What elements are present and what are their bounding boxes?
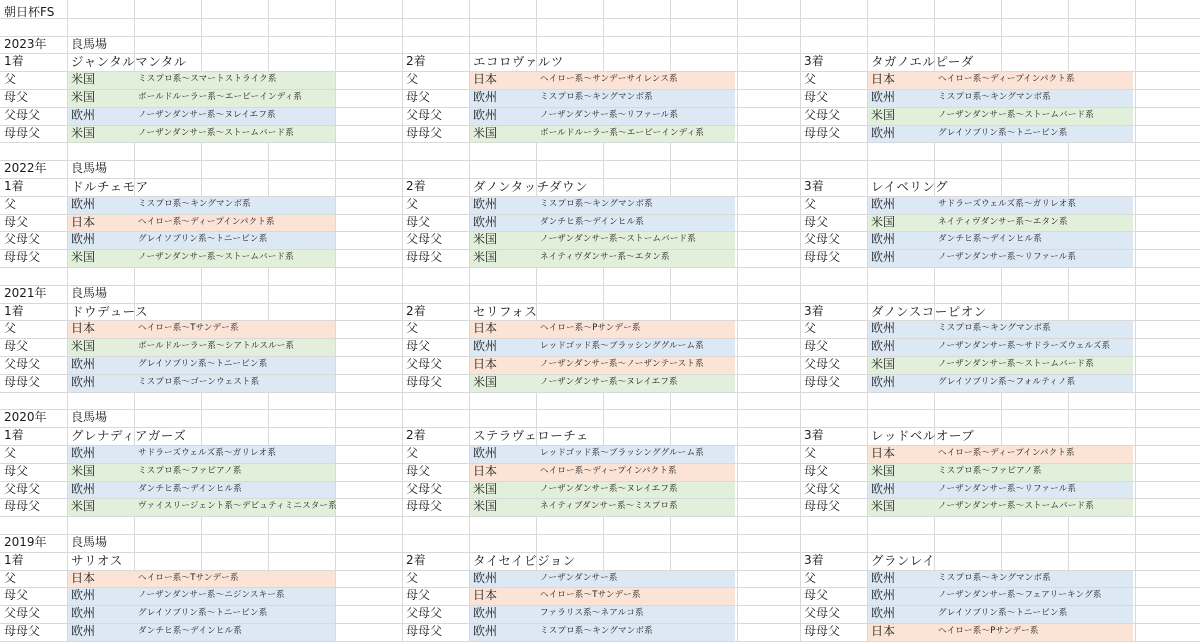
bloodline-cell[interactable]: ノーザンダンサー系 — [540, 573, 618, 583]
bloodline-cell[interactable]: グレイソブリン系～トニービン系 — [938, 128, 1068, 138]
grid-column-line — [737, 0, 738, 642]
horse-name[interactable]: サリオス — [71, 553, 123, 568]
place-label[interactable]: 1着 — [4, 428, 24, 442]
region-cell[interactable]: 欧州 — [71, 446, 96, 460]
pedigree-position-label[interactable]: 母父 — [4, 339, 29, 353]
bloodline-cell[interactable]: ダンチヒ系～デインヒル系 — [138, 626, 242, 636]
bloodline-cell[interactable]: ノーザンダンサー系～ヌレイエフ系 — [138, 110, 276, 120]
pedigree-position-label[interactable]: 母母父 — [406, 624, 443, 638]
horse-name[interactable]: エコロヴァルツ — [473, 54, 564, 69]
bloodline-cell[interactable]: ミスプロ系～キングマンボ系 — [540, 626, 653, 636]
region-cell[interactable]: 欧州 — [871, 321, 896, 335]
region-cell[interactable]: 日本 — [71, 571, 96, 585]
bloodline-cell[interactable]: グレイソブリン系～フォルティノ系 — [938, 377, 1076, 387]
region-cell[interactable]: 欧州 — [871, 571, 896, 585]
region-cell[interactable]: 欧州 — [871, 250, 896, 264]
region-cell[interactable]: 欧州 — [71, 482, 96, 496]
region-cell[interactable]: 欧州 — [473, 446, 498, 460]
track-condition[interactable]: 良馬場 — [71, 410, 108, 424]
bloodline-cell[interactable]: グレイソブリン系～トニービン系 — [138, 608, 268, 618]
bloodline-cell[interactable]: ネイティヴダンサー系～エタン系 — [938, 217, 1068, 227]
horse-name[interactable]: ドルチェモア — [71, 179, 149, 194]
bloodline-cell[interactable]: ヘイロー系～ディープインパクト系 — [938, 74, 1075, 84]
bloodline-cell[interactable]: ヘイロー系～Pサンデー系 — [938, 626, 1039, 636]
pedigree-position-label[interactable]: 父母父 — [4, 108, 41, 122]
bloodline-cell[interactable]: ヴァイスリージェント系～デピュティミニスター系 — [138, 501, 337, 511]
pedigree-position-label[interactable]: 父 — [4, 321, 17, 335]
place-label[interactable]: 1着 — [4, 304, 24, 318]
region-cell[interactable]: 欧州 — [473, 108, 498, 122]
horse-name[interactable]: ドウデュース — [71, 304, 149, 319]
region-cell[interactable]: 欧州 — [71, 624, 96, 638]
year-label[interactable]: 2019年 — [4, 535, 47, 549]
bloodline-cell[interactable]: ボールドルーラー系～エーピーインディ系 — [138, 92, 303, 102]
bloodline-cell[interactable]: ミスプロ系～ファピアノ系 — [138, 466, 242, 476]
region-cell[interactable]: 米国 — [871, 108, 896, 122]
bloodline-cell[interactable]: サドラーズウェルズ系～ガリレオ系 — [138, 448, 277, 458]
bloodline-cell[interactable]: ノーザンダンサー系～リファール系 — [938, 484, 1077, 494]
pedigree-position-label[interactable]: 母父 — [4, 588, 29, 602]
bloodline-cell[interactable]: グレイソブリン系～トニービン系 — [938, 608, 1068, 618]
place-label[interactable]: 1着 — [4, 54, 24, 68]
bloodline-cell[interactable]: ノーザンダンサー系～ストームバード系 — [138, 252, 294, 262]
bloodline-cell[interactable]: ノーザンダンサー系～ストームバード系 — [938, 501, 1094, 511]
bloodline-cell[interactable]: ダンチヒ系～デインヒル系 — [938, 234, 1042, 244]
region-cell[interactable]: 欧州 — [473, 624, 498, 638]
bloodline-cell[interactable]: ヘイロー系～Tサンデー系 — [138, 573, 239, 583]
bloodline-cell[interactable]: ノーザンダンサー系～リファール系 — [540, 110, 679, 120]
pedigree-position-label[interactable]: 母母父 — [804, 499, 841, 513]
bloodline-cell[interactable]: ノーザンダンサー系～ヌレイエフ系 — [540, 377, 678, 387]
region-cell[interactable]: 欧州 — [871, 126, 896, 140]
region-cell[interactable]: 日本 — [473, 72, 498, 86]
bloodline-cell[interactable]: ヘイロー系～サンデーサイレンス系 — [540, 74, 678, 84]
region-cell[interactable]: 米国 — [71, 126, 96, 140]
pedigree-position-label[interactable]: 母父 — [804, 464, 829, 478]
place-label[interactable]: 2着 — [406, 428, 426, 442]
pedigree-position-label[interactable]: 父 — [4, 446, 17, 460]
bloodline-cell[interactable]: ノーザンダンサー系～リファール系 — [938, 252, 1077, 262]
bloodline-cell[interactable]: ノーザンダンサー系～ストームバード系 — [540, 234, 696, 244]
region-cell[interactable]: 日本 — [71, 321, 96, 335]
region-cell[interactable]: 米国 — [473, 375, 498, 389]
bloodline-cell[interactable]: ネイティヴダンサー系～エタン系 — [540, 252, 670, 262]
bloodline-cell[interactable]: ノーザンダンサー系～ニジンスキー系 — [138, 590, 285, 600]
region-cell[interactable]: 日本 — [473, 321, 498, 335]
bloodline-cell[interactable]: ノーザンダンサー系～ノーザンテースト系 — [540, 359, 704, 369]
region-cell[interactable]: 欧州 — [871, 90, 896, 104]
region-cell[interactable]: 欧州 — [71, 357, 96, 371]
bloodline-cell[interactable]: ノーザンダンサー系～ストームバード系 — [138, 128, 294, 138]
region-cell[interactable]: 欧州 — [71, 232, 96, 246]
pedigree-position-label[interactable]: 父母父 — [4, 357, 41, 371]
pedigree-position-label[interactable]: 母父 — [406, 464, 431, 478]
bloodline-cell[interactable]: ネイティブダンサー系～ミスプロ系 — [540, 501, 678, 511]
bloodline-cell[interactable]: ヘイロー系～ディープインパクト系 — [540, 466, 677, 476]
bloodline-cell[interactable]: ヘイロー系～Pサンデー系 — [540, 323, 641, 333]
region-cell[interactable]: 日本 — [473, 464, 498, 478]
region-cell[interactable]: 欧州 — [871, 375, 896, 389]
region-cell[interactable]: 米国 — [473, 250, 498, 264]
grid-row-line — [0, 142, 1200, 143]
grid-row-line — [0, 160, 1200, 161]
region-cell[interactable]: 米国 — [871, 215, 896, 229]
track-condition[interactable]: 良馬場 — [71, 37, 108, 51]
pedigree-position-label[interactable]: 父 — [804, 72, 817, 86]
pedigree-position-label[interactable]: 父 — [4, 72, 17, 86]
region-cell[interactable]: 米国 — [71, 464, 96, 478]
region-cell[interactable]: 米国 — [71, 339, 96, 353]
pedigree-position-label[interactable]: 父 — [406, 72, 419, 86]
region-cell[interactable]: 欧州 — [71, 108, 96, 122]
pedigree-position-label[interactable]: 父 — [406, 446, 419, 460]
pedigree-position-label[interactable]: 父 — [804, 571, 817, 585]
bloodline-cell[interactable]: ノーザンダンサー系～サドラーズウェルズ系 — [938, 341, 1111, 351]
pedigree-position-label[interactable]: 母父 — [4, 464, 29, 478]
bloodline-cell[interactable]: グレイソブリン系～トニービン系 — [138, 359, 268, 369]
pedigree-position-label[interactable]: 父 — [804, 321, 817, 335]
pedigree-position-label[interactable]: 父 — [4, 197, 17, 211]
region-cell[interactable]: 日本 — [871, 624, 896, 638]
pedigree-position-label[interactable]: 父母父 — [804, 606, 841, 620]
grid-row-line — [0, 409, 1200, 410]
bloodline-cell[interactable]: ヘイロー系～ディープインパクト系 — [938, 448, 1075, 458]
year-label[interactable]: 2022年 — [4, 161, 47, 175]
horse-name[interactable]: ダノンタッチダウン — [473, 179, 589, 194]
horse-name[interactable]: グランレイ — [871, 553, 936, 568]
region-cell[interactable]: 米国 — [71, 90, 96, 104]
pedigree-position-label[interactable]: 父母父 — [406, 606, 443, 620]
pedigree-position-label[interactable]: 父 — [406, 571, 419, 585]
region-cell[interactable]: 日本 — [473, 357, 498, 371]
region-cell[interactable]: 欧州 — [71, 375, 96, 389]
place-label[interactable]: 1着 — [4, 179, 24, 193]
pedigree-position-label[interactable]: 母父 — [4, 90, 29, 104]
place-label[interactable]: 2着 — [406, 553, 426, 567]
region-cell[interactable]: 日本 — [473, 588, 498, 602]
pedigree-position-label[interactable]: 母母父 — [4, 499, 41, 513]
grid-row-line — [0, 534, 1200, 535]
pedigree-position-label[interactable]: 母母父 — [4, 624, 41, 638]
year-label[interactable]: 2021年 — [4, 286, 47, 300]
horse-name[interactable]: グレナディアガーズ — [71, 428, 187, 443]
place-label[interactable]: 2着 — [406, 179, 426, 193]
place-label[interactable]: 3着 — [804, 553, 824, 567]
sheet-title[interactable]: 朝日杯FS — [4, 5, 55, 19]
track-condition[interactable]: 良馬場 — [71, 535, 108, 549]
pedigree-position-label[interactable]: 母母父 — [4, 126, 41, 140]
pedigree-position-label[interactable]: 母母父 — [406, 250, 443, 264]
pedigree-position-label[interactable]: 母母父 — [4, 375, 41, 389]
grid-column-line — [335, 0, 336, 642]
horse-name[interactable]: タイセイビジョン — [473, 553, 576, 568]
pedigree-position-label[interactable]: 父母父 — [4, 606, 41, 620]
pedigree-position-label[interactable]: 父母父 — [406, 108, 443, 122]
region-cell[interactable]: 欧州 — [871, 232, 896, 246]
pedigree-position-label[interactable]: 父母父 — [406, 482, 443, 496]
bloodline-cell[interactable]: ノーザンダンサー系～ストームバード系 — [938, 359, 1094, 369]
grid-row-line — [0, 285, 1200, 286]
horse-name[interactable]: ステラヴェローチェ — [473, 428, 589, 443]
region-cell[interactable]: 米国 — [473, 126, 498, 140]
region-cell[interactable]: 米国 — [871, 499, 896, 513]
bloodline-cell[interactable]: ヘイロー系～Tサンデー系 — [138, 323, 239, 333]
region-cell[interactable]: 米国 — [473, 499, 498, 513]
bloodline-cell[interactable]: レッドゴッド系～ブラッシンググルーム系 — [540, 341, 704, 351]
grid-row-line — [0, 18, 1200, 19]
horse-name[interactable]: ダノンスコーピオン — [871, 304, 987, 319]
pedigree-position-label[interactable]: 母父 — [804, 215, 829, 229]
pedigree-position-label[interactable]: 父 — [406, 321, 419, 335]
track-condition[interactable]: 良馬場 — [71, 286, 108, 300]
horse-name[interactable]: セリフォス — [473, 304, 538, 319]
place-label[interactable]: 1着 — [4, 553, 24, 567]
pedigree-position-label[interactable]: 父 — [4, 571, 17, 585]
pedigree-position-label[interactable]: 母母父 — [804, 624, 841, 638]
region-cell[interactable]: 欧州 — [473, 606, 498, 620]
region-cell[interactable]: 欧州 — [473, 571, 498, 585]
pedigree-position-label[interactable]: 母母父 — [804, 126, 841, 140]
pedigree-position-label[interactable]: 母父 — [406, 90, 431, 104]
region-cell[interactable]: 日本 — [871, 72, 896, 86]
year-label[interactable]: 2023年 — [4, 37, 47, 51]
bloodline-cell[interactable]: サドラーズウェルズ系～ガリレオ系 — [938, 199, 1077, 209]
bloodline-cell[interactable]: ミスプロ系～キングマンボ系 — [938, 92, 1051, 102]
pedigree-position-label[interactable]: 母父 — [4, 215, 29, 229]
bloodline-cell[interactable]: ミスプロ系～スマートストライク系 — [138, 74, 277, 84]
pedigree-position-label[interactable]: 父 — [406, 197, 419, 211]
region-cell[interactable]: 欧州 — [71, 588, 96, 602]
pedigree-position-label[interactable]: 母母父 — [4, 250, 41, 264]
pedigree-position-label[interactable]: 父母父 — [804, 482, 841, 496]
pedigree-position-label[interactable]: 父母父 — [4, 482, 41, 496]
horse-name[interactable]: タガノエルピーダ — [871, 54, 974, 69]
bloodline-cell[interactable]: ヘイロー系～ディープインパクト系 — [138, 217, 275, 227]
region-cell[interactable]: 欧州 — [871, 606, 896, 620]
bloodline-cell[interactable]: ボールドルーラー系～シアトルスルー系 — [138, 341, 295, 351]
place-label[interactable]: 3着 — [804, 179, 824, 193]
track-condition[interactable]: 良馬場 — [71, 161, 108, 175]
bloodline-cell[interactable]: ダンチヒ系～デインヒル系 — [540, 217, 644, 227]
region-cell[interactable]: 欧州 — [71, 606, 96, 620]
year-label[interactable]: 2020年 — [4, 410, 47, 424]
region-cell[interactable]: 米国 — [871, 357, 896, 371]
region-cell[interactable]: 米国 — [71, 72, 96, 86]
region-cell[interactable]: 欧州 — [871, 197, 896, 211]
place-label[interactable]: 2着 — [406, 304, 426, 318]
place-label[interactable]: 3着 — [804, 54, 824, 68]
bloodline-cell[interactable]: ミスプロ系～キングマンボ系 — [938, 323, 1051, 333]
bloodline-cell[interactable]: ミスプロ系～キングマンボ系 — [540, 199, 653, 209]
bloodline-cell[interactable]: ミスプロ系～キングマンボ系 — [138, 199, 251, 209]
grid-row-line — [0, 178, 1200, 179]
bloodline-cell[interactable]: レッドゴッド系～ブラッシンググルーム系 — [540, 448, 704, 458]
pedigree-position-label[interactable]: 父 — [804, 197, 817, 211]
grid-column-line — [1135, 0, 1136, 642]
region-cell[interactable]: 日本 — [871, 446, 896, 460]
pedigree-position-label[interactable]: 母母父 — [406, 375, 443, 389]
pedigree-position-label[interactable]: 父母父 — [804, 357, 841, 371]
region-cell[interactable]: 欧州 — [871, 482, 896, 496]
pedigree-position-label[interactable]: 母父 — [406, 588, 431, 602]
region-cell[interactable]: 欧州 — [71, 197, 96, 211]
place-label[interactable]: 3着 — [804, 428, 824, 442]
region-cell[interactable]: 欧州 — [473, 339, 498, 353]
grid-row-line — [0, 36, 1200, 37]
grid-row-line — [0, 392, 1200, 393]
region-cell[interactable]: 日本 — [71, 215, 96, 229]
region-cell[interactable]: 米国 — [473, 482, 498, 496]
pedigree-position-label[interactable]: 母父 — [804, 588, 829, 602]
region-cell[interactable]: 米国 — [871, 464, 896, 478]
pedigree-position-label[interactable]: 父 — [804, 446, 817, 460]
region-cell[interactable]: 米国 — [473, 232, 498, 246]
grid-row-line — [0, 267, 1200, 268]
horse-name[interactable]: レッドベルオーブ — [871, 428, 975, 443]
bloodline-cell[interactable]: ノーザンダンサー系～ストームバード系 — [938, 110, 1094, 120]
grid-row-line — [0, 516, 1200, 517]
pedigree-position-label[interactable]: 父母父 — [804, 232, 841, 246]
pedigree-position-label[interactable]: 父母父 — [4, 232, 41, 246]
pedigree-position-label[interactable]: 母父 — [804, 339, 829, 353]
region-cell[interactable]: 米国 — [71, 499, 96, 513]
pedigree-position-label[interactable]: 母母父 — [406, 499, 443, 513]
pedigree-position-label[interactable]: 母父 — [406, 215, 431, 229]
pedigree-position-label[interactable]: 母父 — [406, 339, 431, 353]
bloodline-cell[interactable]: ダンチヒ系～デインヒル系 — [138, 484, 242, 494]
region-cell[interactable]: 欧州 — [871, 339, 896, 353]
grid-column-line — [800, 0, 801, 642]
pedigree-position-label[interactable]: 母母父 — [804, 375, 841, 389]
region-cell[interactable]: 欧州 — [473, 215, 498, 229]
bloodline-cell[interactable]: グレイソブリン系～トニービン系 — [138, 234, 268, 244]
region-cell[interactable]: 欧州 — [871, 588, 896, 602]
bloodline-cell[interactable]: ノーザンダンサー系～フェアリーキング系 — [938, 590, 1102, 600]
grid-row-line — [0, 303, 1200, 304]
bloodline-cell[interactable]: ミスプロ系～キングマンボ系 — [540, 92, 653, 102]
pedigree-position-label[interactable]: 父母父 — [406, 232, 443, 246]
region-cell[interactable]: 米国 — [71, 250, 96, 264]
pedigree-position-label[interactable]: 母母父 — [406, 126, 443, 140]
place-label[interactable]: 3着 — [804, 304, 824, 318]
bloodline-cell[interactable]: ヘイロー系～Tサンデー系 — [540, 590, 641, 600]
grid-row-line — [0, 552, 1200, 553]
pedigree-position-label[interactable]: 母父 — [804, 90, 829, 104]
place-label[interactable]: 2着 — [406, 54, 426, 68]
region-cell[interactable]: 欧州 — [473, 197, 498, 211]
horse-name[interactable]: レイベリング — [871, 179, 949, 194]
bloodline-cell[interactable]: ミスプロ系～ファピアノ系 — [938, 466, 1042, 476]
horse-name[interactable]: ジャンタルマンタル — [71, 54, 187, 69]
region-cell[interactable]: 欧州 — [473, 90, 498, 104]
bloodline-cell[interactable]: ボールドルーラー系～エーピーインディ系 — [540, 128, 705, 138]
bloodline-cell[interactable]: ミスプロ系～ゴーンウェスト系 — [138, 377, 260, 387]
pedigree-position-label[interactable]: 母母父 — [804, 250, 841, 264]
bloodline-cell[interactable]: ミスプロ系～キングマンボ系 — [938, 573, 1051, 583]
pedigree-position-label[interactable]: 父母父 — [804, 108, 841, 122]
pedigree-position-label[interactable]: 父母父 — [406, 357, 443, 371]
bloodline-cell[interactable]: ファラリス系～ネアルコ系 — [540, 608, 644, 618]
bloodline-cell[interactable]: ノーザンダンサー系～ヌレイエフ系 — [540, 484, 678, 494]
grid-column-line — [402, 0, 403, 642]
